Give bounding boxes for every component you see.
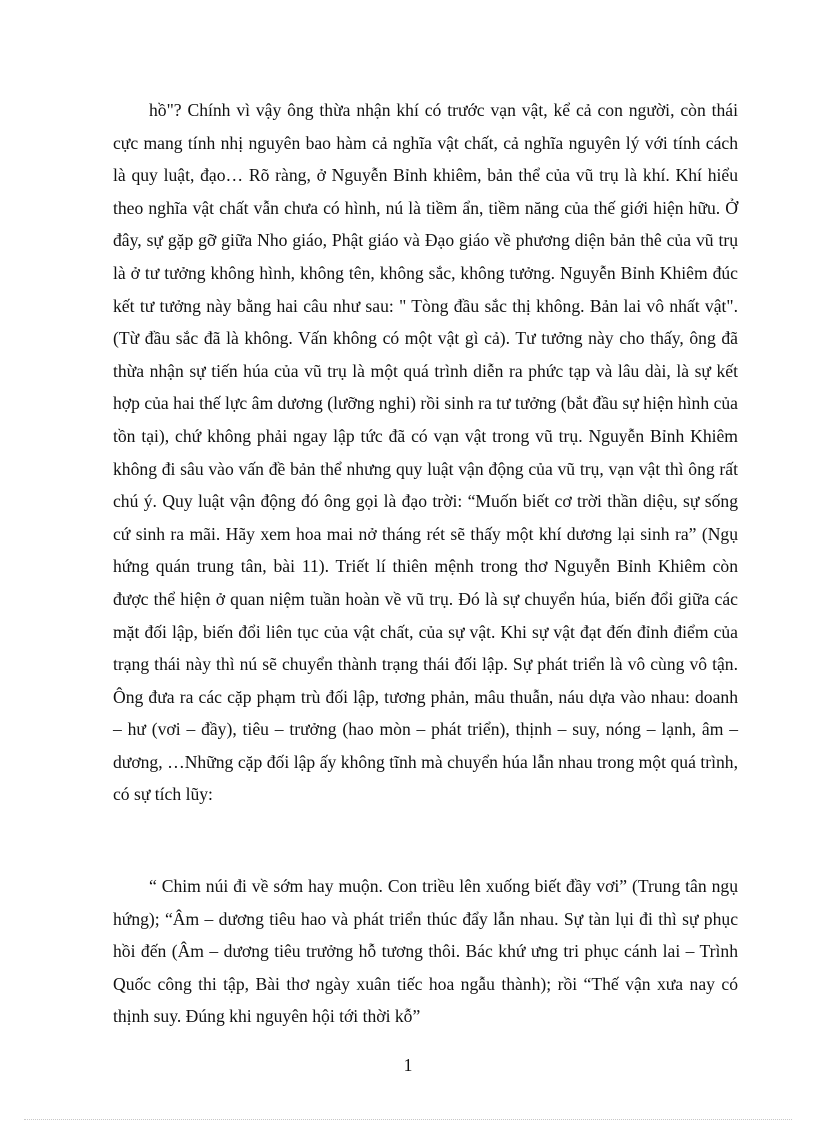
body-paragraph-2: “ Chim núi đi về sớm hay muộn. Con triều lên xuống biết đầy vơi” (Trung tân ngụ hứng); “Âm – dương tiêu hao và phát triển thúc đẩy lẫn nhau. Sự tàn lụi đi thì sự phục hồi đến (Âm – dương tiêu trưởng hỗ tương thôi. Bác khứ ưng tri phục cánh lai – Trình Quốc công thi tập, Bài thơ ngày xuân tiếc hoa ngẫu thành); rồi “Thế vận xưa nay có thịnh suy. Đúng khi nguyên hội tới thời kỗ”	[113, 876, 738, 1027]
page-number: 1	[403, 1055, 413, 1075]
page-bottom-divider	[24, 1119, 792, 1120]
body-paragraph-1: hồ"? Chính vì vậy ông thừa nhận khí có trước vạn vật, kể cả con người, còn thái cực mang tính nhị nguyên bao hàm cả nghĩa vật chất, cả nghĩa nguyên lý với tính cách là quy luật, đạo… Rõ ràng, ở Nguyễn Bỉnh khiêm, bản thể của vũ trụ là khí. Khí hiểu theo nghĩa vật chất vẫn chưa có hình, nú là tiềm ẩn, tiềm năng của thế giới hiện hữu. Ở đây, sự gặp gỡ giữa Nho giáo, Phật giáo và Đạo giáo về phương diện bản thê của vũ trụ là ở tư tưởng không hình, không tên, không sắc, không tưởng. Nguyễn Bỉnh Khiêm đúc kết tư tưởng này bằng hai câu như sau: " Tòng đầu sắc thị không. Bản lai vô nhất vật". (Từ đầu sắc đã là không. Vấn không có một vật gì cả). Tư tưởng này cho thấy, ông đã thừa nhận sự tiến húa của vũ trụ là một quá trình diễn ra phức tạp và lâu dài, là sự kết hợp của hai thế lực âm dương (lưỡng nghi) rồi sinh ra tư tưởng (bắt đầu sự hiện hình của tồn tại), chứ không phải ngay lập tức đã có vạn vật trong vũ trụ. Nguyễn Bỉnh Khiêm không đi sâu vào vấn đề bản thể nhưng quy luật vận động của vũ trụ, vạn vật thì ông rất chú ý. Quy luật vận động đó ông gọi là đạo trời: “Muốn biết cơ trời thần diệu, sự sống cứ sinh ra mãi. Hãy xem hoa mai nở tháng rét sẽ thấy một khí dương lại sinh ra” (Ngụ hứng quán trung tân, bài 11). Triết lí thiên mệnh trong thơ Nguyễn Bỉnh Khiêm còn được thể hiện ở quan niệm tuần hoàn về vũ trụ. Đó là sự chuyển húa, biến đổi giữa các mặt đối lập, biến đổi liên tục của vật chất, của sự vật. Khi sự vật đạt đến đỉnh điểm của trạng thái này thì nú sẽ chuyển thành trạng thái đối lập. Sự phát triển là vô cùng vô tận. Ông đưa ra các cặp phạm trù đối lập, tương phản, mâu thuẫn, náu dựa vào nhau: doanh – hư (vơi – đầy), tiêu – trưởng (hao mòn – phát triển), thịnh – suy, nóng – lạnh, âm – dương, …Những cặp đối lập ấy không tĩnh mà chuyển húa lẫn nhau trong một quá trình, có sự tích lũy:	[113, 100, 738, 805]
